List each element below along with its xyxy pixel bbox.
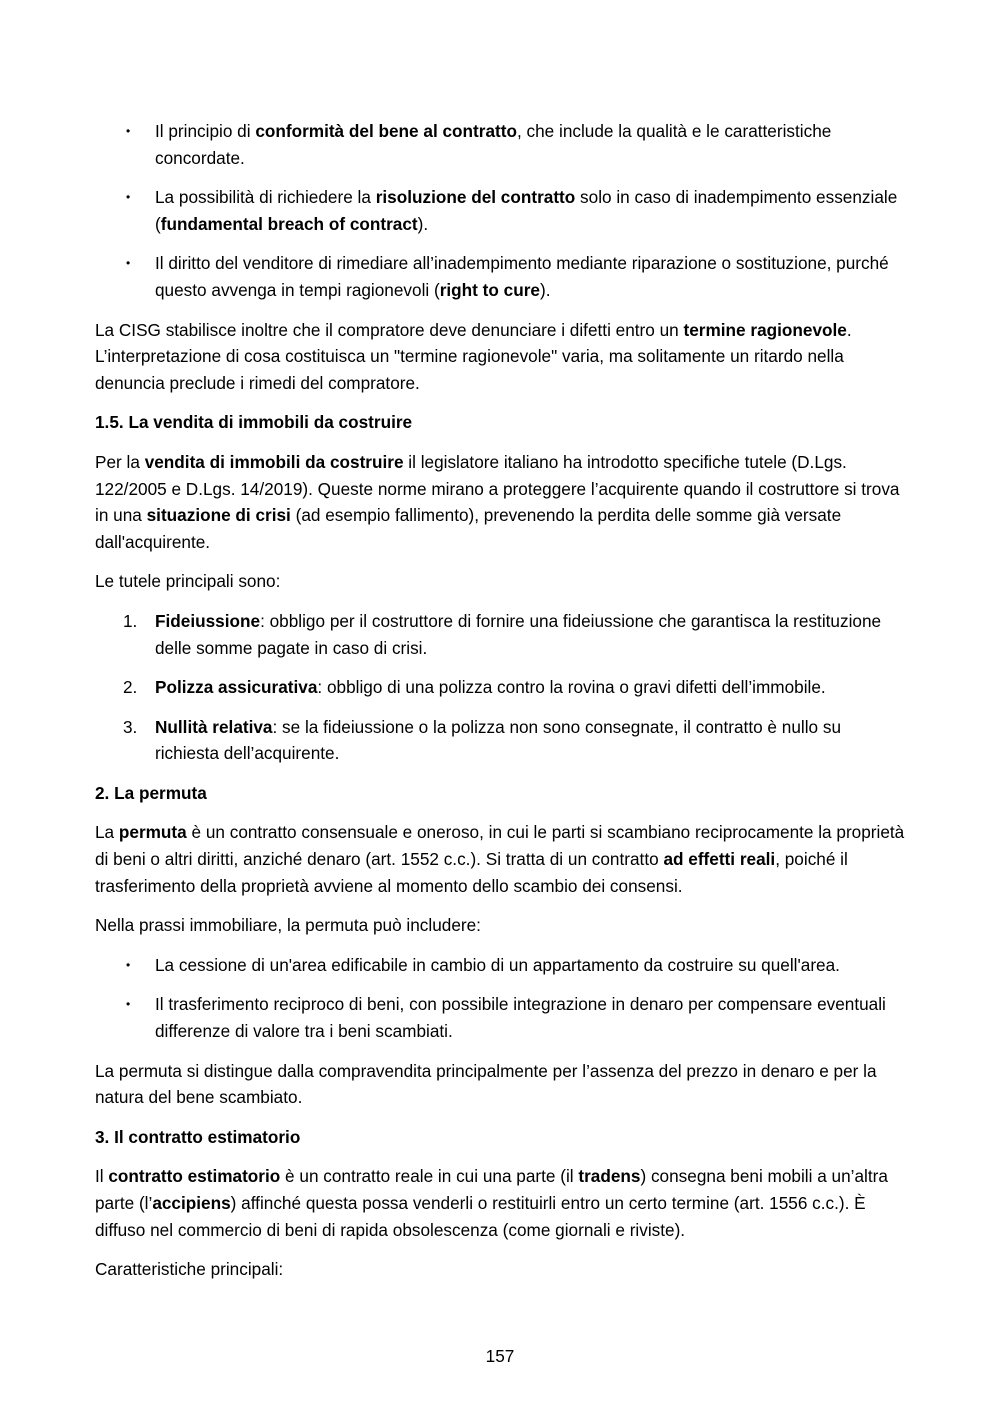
list-item: • La cessione di un'area edificabile in cambio di un appartamento da costruire su quell'area. bbox=[95, 952, 905, 979]
bullet-icon: • bbox=[126, 256, 131, 271]
paragraph-immobili: Per la vendita di immobili da costruire il legislatore italiano ha introdotto specifiche tutele (D.Lgs. 122/2005 e D.Lgs. 14/2019). Queste norme mirano a proteggere l’acquirente quando il costruttore si trova in una situazione di crisi (ad esempio fallimento), prevenendo la perdita delle somme già versate dall'acquirente. bbox=[95, 451, 900, 552]
bullet-list-permuta bbox=[95, 952, 905, 1045]
section-heading: 1.5. La vendita di immobili da costruire bbox=[95, 412, 413, 433]
list-item: • La possibilità di richiedere la risoluzione del contratto solo in caso di inadempimento essenziale (fundamental breach of contract). bbox=[95, 184, 905, 237]
list-item: 1. Fideiussione: obbligo per il costruttore di fornire una fideiussione che garantisca la restituzione delle somme pagate in caso di crisi. bbox=[95, 608, 905, 661]
bullet-icon: • bbox=[126, 997, 131, 1012]
paragraph-distingue: La permuta si distingue dalla compravendita principalmente per l’assenza del prezzo in denaro e per la natura del bene scambiato. bbox=[95, 1060, 877, 1108]
document-page bbox=[95, 118, 905, 1296]
list-item: • Il principio di conformità del bene al contratto, che include la qualità e le caratteristiche concordate. bbox=[95, 118, 905, 171]
list-number: 1. bbox=[123, 610, 138, 631]
section-heading: 2. La permuta bbox=[95, 782, 207, 803]
paragraph-estimatorio: Il contratto estimatorio è un contratto reale in cui una parte (il tradens) consegna beni mobili a un’altra parte (l’accipiens) affinché questa possa venderli o restituirli entro un certo termine (art. 1556 c.c.). È diffuso nel commercio di beni di rapida obsolescenza (come giornali e riviste). bbox=[95, 1166, 888, 1240]
list-item: • Il trasferimento reciproco di beni, con possibile integrazione in denaro per compensare eventuali differenze di valore tra i beni scambiati. bbox=[95, 991, 905, 1044]
bullet-icon: • bbox=[126, 957, 131, 972]
list-item: • Il diritto del venditore di rimediare all’inadempimento mediante riparazione o sostituzione, purché questo avvenga in tempi ragionevoli (right to cure). bbox=[95, 250, 905, 303]
paragraph-permuta: La permuta è un contratto consensuale e oneroso, in cui le parti si scambiano reciprocamente la proprietà di beni o altri diritti, anziché denaro (art. 1552 c.c.). Si tratta di un contratto ad effetti reali, poiché il trasferimento della proprietà avviene al momento dello scambio dei consensi. bbox=[95, 822, 905, 896]
bullet-list-cisg-rules bbox=[95, 118, 905, 304]
list-item: 3. Nullità relativa: se la fideiussione o la polizza non sono consegnate, il contratto è nullo su richiesta dell’acquirente. bbox=[95, 714, 905, 767]
paragraph-caratteristiche: Caratteristiche principali: bbox=[95, 1259, 284, 1280]
paragraph-cisg: La CISG stabilisce inoltre che il compratore deve denunciare i difetti entro un termine ragionevole. L’interpretazione di cosa costituisca un "termine ragionevole" varia, ma solitamente un ritardo nella denuncia preclude i rimedi del compratore. bbox=[95, 319, 852, 393]
section-heading: 3. Il contratto estimatorio bbox=[95, 1126, 301, 1147]
paragraph-tutele-intro: Le tutele principali sono: bbox=[95, 571, 281, 592]
list-item: 2. Polizza assicurativa: obbligo di una polizza contro la rovina o gravi difetti dell’immobile. bbox=[95, 674, 905, 701]
paragraph-prassi: Nella prassi immobiliare, la permuta può includere: bbox=[95, 915, 481, 936]
bullet-icon: • bbox=[126, 124, 131, 138]
list-number: 2. bbox=[123, 677, 138, 698]
bullet-icon: • bbox=[126, 190, 131, 205]
numbered-list-tutele bbox=[95, 608, 905, 767]
page-number: 157 bbox=[485, 1346, 515, 1366]
list-number: 3. bbox=[123, 716, 138, 737]
